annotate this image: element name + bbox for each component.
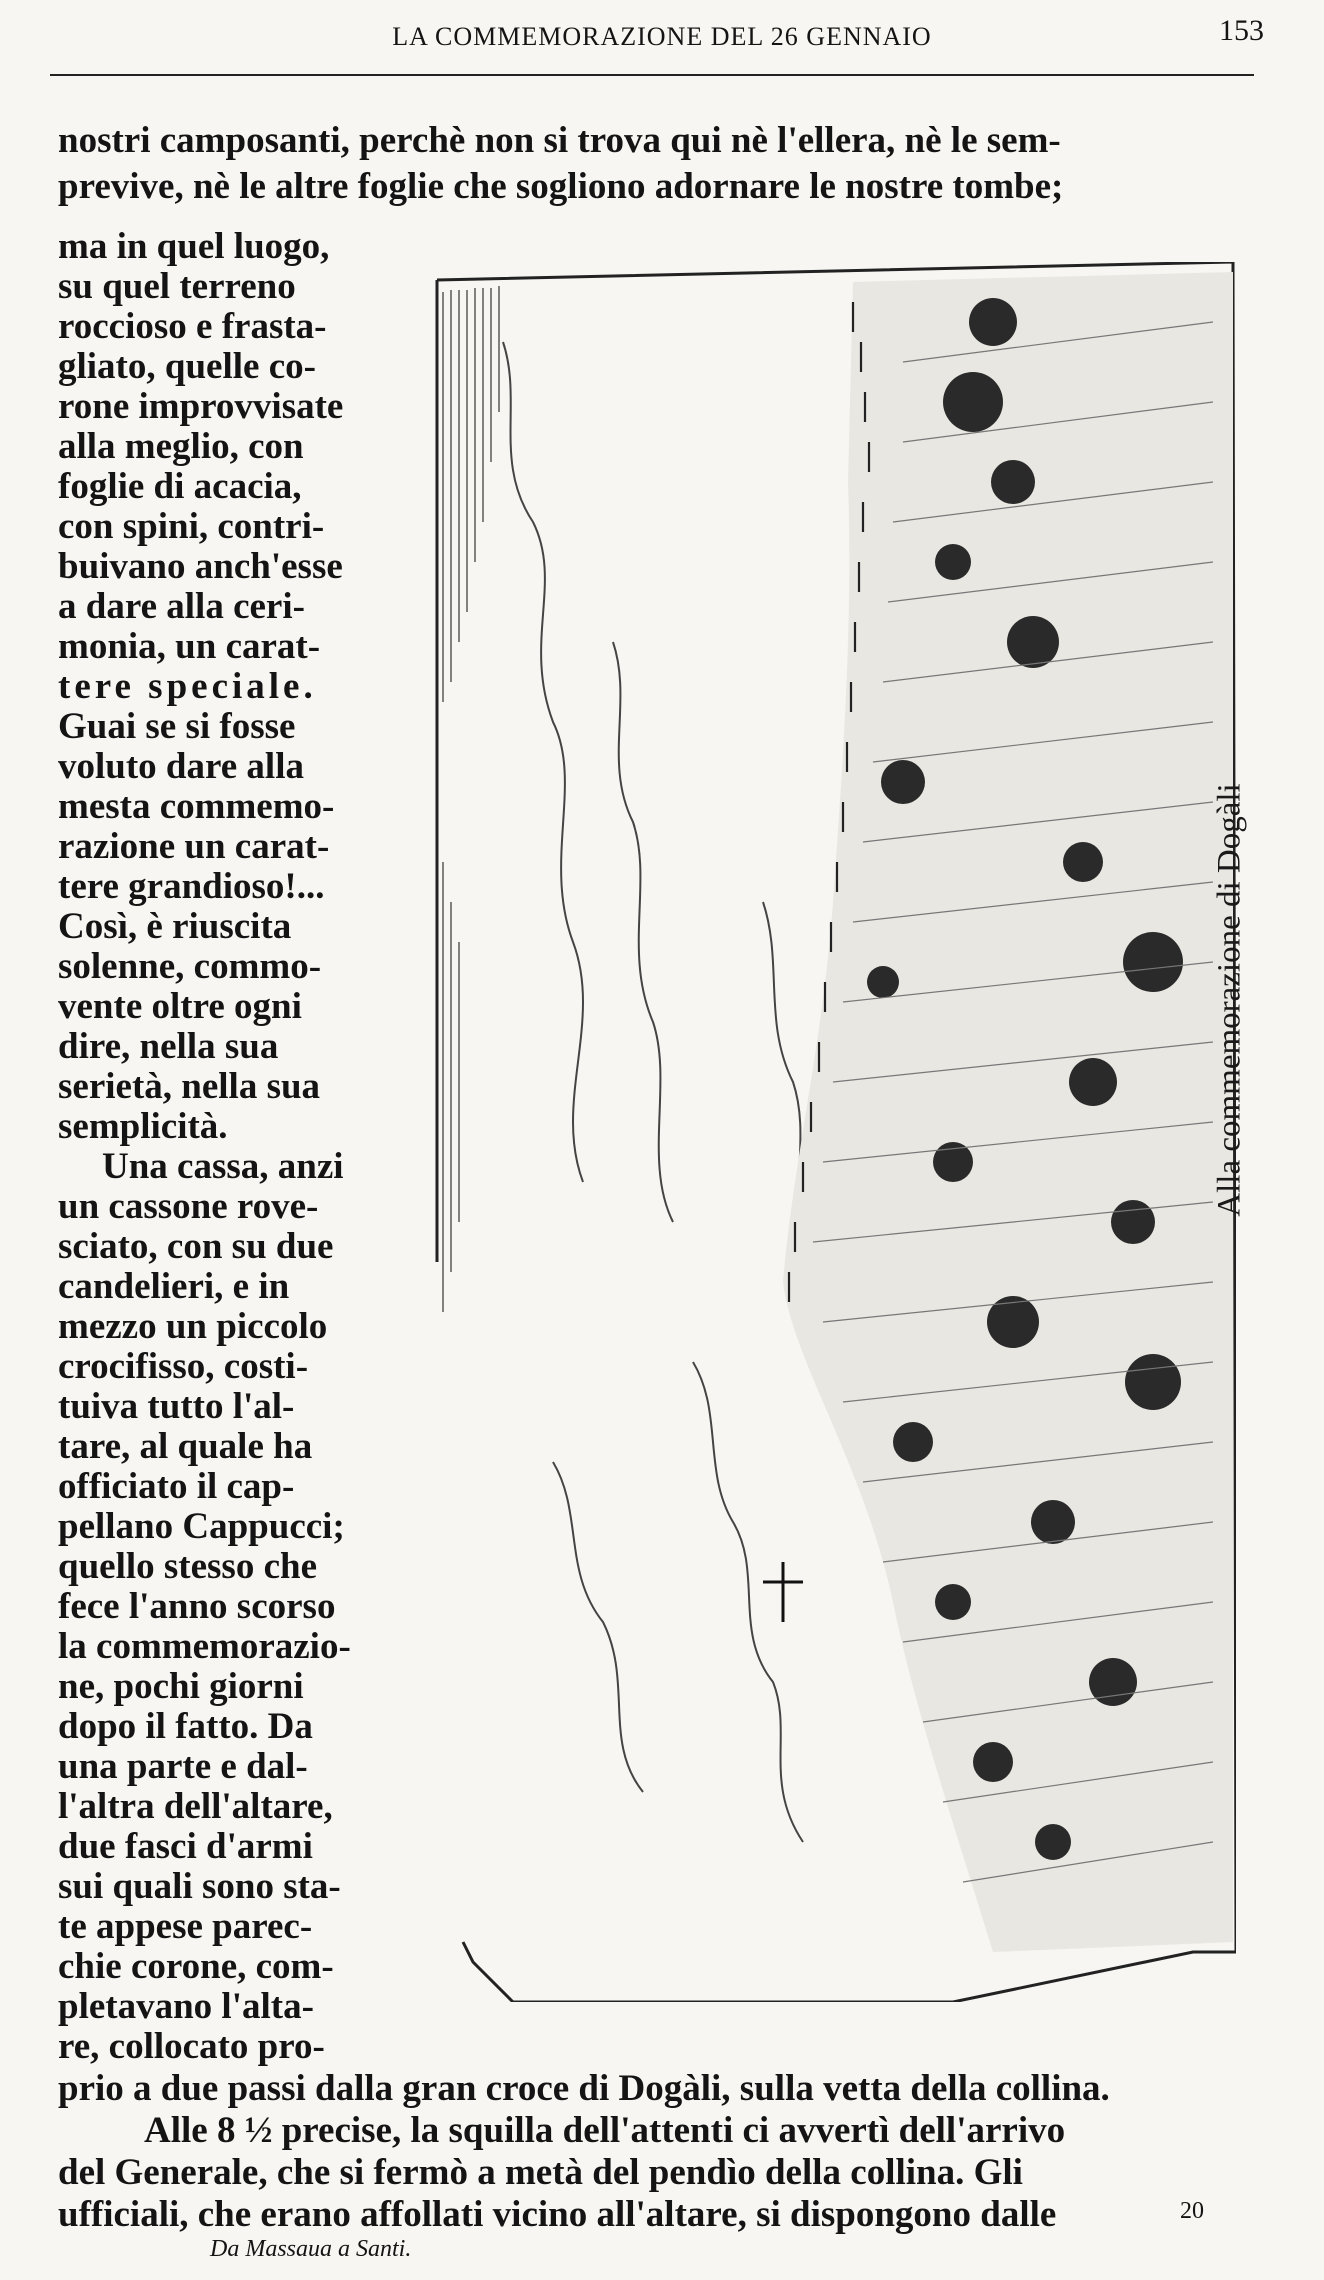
column-line: sui quali sono sta-: [58, 1866, 341, 1907]
column-line: su quel terreno: [58, 266, 296, 307]
signature-mark: Da Massaua a Santi.: [210, 2236, 412, 2262]
column-line: vente oltre ogni: [58, 986, 302, 1027]
running-title: LA COMMEMORAZIONE DEL 26 GENNAIO: [392, 22, 932, 51]
column-line: chie corone, com-: [58, 1946, 334, 1987]
column-line: a dare alla ceri-: [58, 586, 305, 627]
column-line: buivano anch'esse: [58, 546, 343, 587]
column-line: Guai se si fosse: [58, 706, 296, 747]
hillside: [783, 272, 1233, 1952]
cross-mark: [763, 1562, 803, 1622]
column-line: semplicità.: [58, 1106, 228, 1147]
column-line: tuiva tutto l'al-: [58, 1386, 295, 1427]
column-line: mesta commemo-: [58, 786, 335, 827]
column-line: pellano Cappucci;: [58, 1506, 345, 1547]
column-line: l'altra dell'altare,: [58, 1786, 333, 1827]
column-line: ne, pochi giorni: [58, 1666, 304, 1707]
column-line: crocifisso, costi-: [58, 1346, 309, 1387]
column-line: candelieri, e in: [58, 1266, 290, 1307]
column-line: tere grandioso!...: [58, 866, 325, 907]
engraving-illustration: [433, 262, 1236, 2002]
column-line: razione un carat-: [58, 826, 330, 867]
column-line: gliato, quelle co-: [58, 346, 316, 387]
signature-mark-number: 20: [1180, 2198, 1204, 2224]
column-line: monia, un carat-: [58, 626, 321, 667]
text-line: Alle 8 ½ precise, la squilla dell'attenti ci avvertì dell'arrivo: [144, 2110, 1066, 2151]
column-line: alla meglio, con: [58, 426, 304, 467]
column-line: quello stesso che: [58, 1546, 317, 1587]
figure-caption: Alla commemorazione di Dogàli: [1211, 783, 1248, 1217]
column-line: un cassone rove-: [58, 1186, 319, 1227]
cloud-outlines: [503, 342, 813, 1842]
text-line: del Generale, che si fermò a metà del pendìo della collina. Gli: [58, 2152, 1023, 2193]
column-line: una parte e dal-: [58, 1746, 308, 1787]
text-line: previve, nè le altre foglie che sogliono adornare le nostre tombe;: [58, 166, 1064, 207]
column-line: pletavano l'alta-: [58, 1986, 314, 2027]
column-line: fece l'anno scorso: [58, 1586, 336, 1627]
column-line: officiato il cap-: [58, 1466, 295, 1507]
column-line: roccioso e frasta-: [58, 306, 327, 347]
column-line: sciato, con su due: [58, 1226, 334, 1267]
column-line: dire, nella sua: [58, 1026, 279, 1067]
column-line: dopo il fatto. Da: [58, 1706, 313, 1747]
column-line: re, collocato pro-: [58, 2026, 325, 2067]
column-line: ma in quel luogo,: [58, 226, 330, 267]
column-line: serietà, nella sua: [58, 1066, 321, 1107]
column-line: Così, è riuscita: [58, 906, 292, 947]
text-line: ufficiali, che erano affollati vicino all'altare, si dispongono dalle: [58, 2194, 1057, 2235]
running-head: [60, 14, 1264, 64]
column-line: con spini, contri-: [58, 506, 325, 547]
column-line: te appese parec-: [58, 1906, 313, 1947]
text-line: prio a due passi dalla gran croce di Dogàli, sulla vetta della collina.: [58, 2068, 1110, 2109]
text-line: nostri camposanti, perchè non si trova qui nè l'ellera, nè le sem-: [58, 120, 1061, 161]
column-line: la commemorazio-: [58, 1626, 351, 1667]
column-line: foglie di acacia,: [58, 466, 302, 507]
column-line: due fasci d'armi: [58, 1826, 313, 1867]
engraving-svg: [433, 262, 1236, 2002]
column-line: tare, al quale ha: [58, 1426, 313, 1467]
column-line: rone improvvisate: [58, 386, 344, 427]
column-line: Una cassa, anzi: [102, 1146, 344, 1187]
column-line: solenne, commo-: [58, 946, 322, 987]
column-line: tere speciale.: [58, 666, 317, 707]
sky-hatching: [443, 286, 499, 1312]
header-rule: [50, 74, 1254, 76]
page-number: 153: [1219, 14, 1264, 47]
column-line: voluto dare alla: [58, 746, 304, 787]
column-line: mezzo un piccolo: [58, 1306, 328, 1347]
